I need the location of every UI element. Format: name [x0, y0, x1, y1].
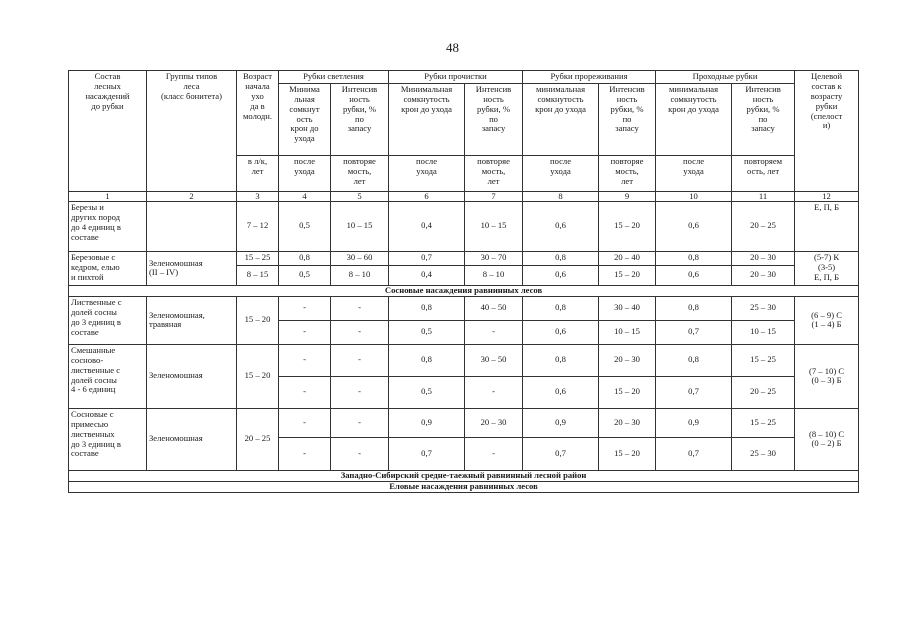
row-age: 15 – 20 [237, 296, 279, 344]
header-thin-int: Интенсив ность рубки, % по запасу [599, 83, 656, 155]
cell: - [279, 344, 331, 376]
cell: 0,7 [656, 376, 732, 408]
header-light-int: Интенсив ность рубки, % по запасу [331, 83, 389, 155]
cell: - [279, 320, 331, 344]
cell: 20 – 30 [599, 344, 656, 376]
header-thinning: Рубки прореживания [523, 71, 656, 84]
cell: 0,8 [523, 251, 599, 265]
cell: 0,5 [279, 265, 331, 285]
cell: - [331, 296, 389, 320]
table-row [69, 251, 859, 265]
header-thin-min: минимальная сомкнутость крон до ухода [523, 83, 599, 155]
row-composition: Березы и других пород до 4 единиц в составе [69, 201, 147, 251]
cell: - [331, 344, 389, 376]
table-row [69, 201, 859, 251]
header-forest-groups: Группы типов леса (класс бонитета) [147, 71, 237, 192]
column-number: 1 [69, 191, 147, 201]
column-number: 11 [732, 191, 795, 201]
cell: 15 – 20 [599, 437, 656, 470]
cell: - [331, 376, 389, 408]
cell: 15 – 25 [732, 344, 795, 376]
row-group: Зеленомошная [147, 344, 237, 408]
cell: 0,9 [389, 408, 465, 437]
cell: 0,6 [656, 201, 732, 251]
page-number: 48 [446, 40, 459, 55]
cell: 10 – 15 [465, 201, 523, 251]
cell: 0,8 [523, 344, 599, 376]
header-light-int-unit: повторяе мость, лет [331, 155, 389, 191]
cell: 30 – 50 [465, 344, 523, 376]
cell: - [331, 320, 389, 344]
section-row [69, 481, 859, 492]
header-pass-int-unit: повторяем ость, лет [732, 155, 795, 191]
cell: 20 – 40 [599, 251, 656, 265]
header-lightening: Рубки светления [279, 71, 389, 84]
header-pass-int: Интенсив ность рубки, % по запасу [732, 83, 795, 155]
row-composition: Лиственные с долей сосны до 3 единиц в составе [69, 296, 147, 344]
cell: 30 – 40 [599, 296, 656, 320]
cell: 25 – 30 [732, 437, 795, 470]
header-target: Целевой состав к возрасту рубки (спелост и) [795, 71, 859, 192]
header-clean-min: Минимальная сомкнутость крон до ухода [389, 83, 465, 155]
table-row [69, 296, 859, 320]
cell: - [465, 376, 523, 408]
cell: 0,8 [523, 296, 599, 320]
cell: - [331, 408, 389, 437]
column-number: 12 [795, 191, 859, 201]
row-age: 15 – 25 [237, 251, 279, 265]
cell: 0,5 [279, 201, 331, 251]
cell: 15 – 20 [599, 201, 656, 251]
row-age: 20 – 25 [237, 408, 279, 470]
cell: 0,7 [656, 320, 732, 344]
cell: 0,8 [389, 296, 465, 320]
forest-care-table [68, 70, 859, 493]
cell: - [465, 320, 523, 344]
row-target: Е, П, Б [795, 201, 859, 251]
header-row-1 [69, 71, 859, 84]
header-cleaning: Рубки прочистки [389, 71, 523, 84]
row-composition: Смешанные сосново- лиственные с долей сосны 4 - 6 единиц [69, 344, 147, 408]
column-number: 9 [599, 191, 656, 201]
cell: 0,7 [389, 437, 465, 470]
section-row [69, 285, 859, 296]
cell: 15 – 20 [599, 376, 656, 408]
cell: - [465, 437, 523, 470]
column-number: 7 [465, 191, 523, 201]
header-pass-min: минимальная сомкнутость крон до ухода [656, 83, 732, 155]
cell: 10 – 15 [732, 320, 795, 344]
row-target: (6 – 9) С (1 – 4) Б [795, 296, 859, 344]
section-title: Еловые насаждения равнинных лесов [69, 481, 859, 492]
cell: 0,8 [656, 251, 732, 265]
cell: 20 – 25 [732, 376, 795, 408]
cell: 20 – 25 [732, 201, 795, 251]
cell: 0,6 [523, 320, 599, 344]
cell: 0,8 [279, 251, 331, 265]
header-composition: Состав лесных насаждений до рубки [69, 71, 147, 192]
column-number: 10 [656, 191, 732, 201]
header-thin-int-unit: повторяе мость, лет [599, 155, 656, 191]
cell: - [279, 376, 331, 408]
cell: 8 – 10 [465, 265, 523, 285]
row-group: Зеленомошная [147, 408, 237, 470]
cell: 0,6 [523, 265, 599, 285]
column-number: 2 [147, 191, 237, 201]
cell: 0,7 [389, 251, 465, 265]
row-age: 7 – 12 [237, 201, 279, 251]
row-group: Зеленомошная (II – IV) [147, 251, 237, 285]
cell: 20 – 30 [599, 408, 656, 437]
row-group: Зеленомошная, травяная [147, 296, 237, 344]
column-number: 5 [331, 191, 389, 201]
cell: 30 – 60 [331, 251, 389, 265]
header-pass-min-unit: после ухода [656, 155, 732, 191]
cell: 10 – 15 [599, 320, 656, 344]
cell: 0,4 [389, 201, 465, 251]
cell: - [279, 296, 331, 320]
header-start-age-unit: в л/к, лет [237, 155, 279, 191]
cell: 0,8 [656, 344, 732, 376]
header-clean-min-unit: после ухода [389, 155, 465, 191]
cell: 15 – 20 [599, 265, 656, 285]
cell: - [279, 408, 331, 437]
cell: 25 – 30 [732, 296, 795, 320]
cell: 10 – 15 [331, 201, 389, 251]
row-composition: Сосновые с примесью лиственных до 3 единиц в составе [69, 408, 147, 470]
cell: 0,6 [656, 265, 732, 285]
table-row [69, 408, 859, 437]
cell: 0,9 [656, 408, 732, 437]
cell: - [279, 437, 331, 470]
row-age: 15 – 20 [237, 344, 279, 408]
cell: 0,7 [656, 437, 732, 470]
header-passing: Проходные рубки [656, 71, 795, 84]
cell: 0,8 [656, 296, 732, 320]
section-title: Западно-Сибирский средне-таежный равнинный лесной район [69, 470, 859, 481]
cell: 0,5 [389, 320, 465, 344]
column-number: 3 [237, 191, 279, 201]
column-number: 6 [389, 191, 465, 201]
section-title: Сосновые насаждения равнинных лесов [69, 285, 859, 296]
header-light-min-unit: после ухода [279, 155, 331, 191]
cell: - [331, 437, 389, 470]
cell: 15 – 25 [732, 408, 795, 437]
header-light-min: Минима льная сомкнут ость крон до ухода [279, 83, 331, 155]
header-start-age: Возраст начала ухо да в молодн. [237, 71, 279, 156]
cell: 0,6 [523, 376, 599, 408]
cell: 20 – 30 [732, 251, 795, 265]
row-target: (7 – 10) С (0 – 3) Б [795, 344, 859, 408]
cell: 0,7 [523, 437, 599, 470]
header-clean-int: Интенсив ность рубки, % по запасу [465, 83, 523, 155]
cell: 20 – 30 [465, 408, 523, 437]
column-number: 4 [279, 191, 331, 201]
row-age: 8 – 15 [237, 265, 279, 285]
cell: 0,9 [523, 408, 599, 437]
cell: 0,4 [389, 265, 465, 285]
row-target: (5-7) К (3-5) Е, П, Б [795, 251, 859, 285]
row-group [147, 201, 237, 251]
section-row [69, 470, 859, 481]
row-target: (8 – 10) С (0 – 2) Б [795, 408, 859, 470]
row-composition: Березовые с кедром, елью и пихтой [69, 251, 147, 285]
cell: 0,5 [389, 376, 465, 408]
cell: 0,6 [523, 201, 599, 251]
cell: 8 – 10 [331, 265, 389, 285]
cell: 0,8 [389, 344, 465, 376]
cell: 30 – 70 [465, 251, 523, 265]
column-number: 8 [523, 191, 599, 201]
header-clean-int-unit: повторяе мость, лет [465, 155, 523, 191]
table-row [69, 344, 859, 376]
header-thin-min-unit: после ухода [523, 155, 599, 191]
cell: 40 – 50 [465, 296, 523, 320]
column-numbers-row [69, 191, 859, 201]
cell: 20 – 30 [732, 265, 795, 285]
